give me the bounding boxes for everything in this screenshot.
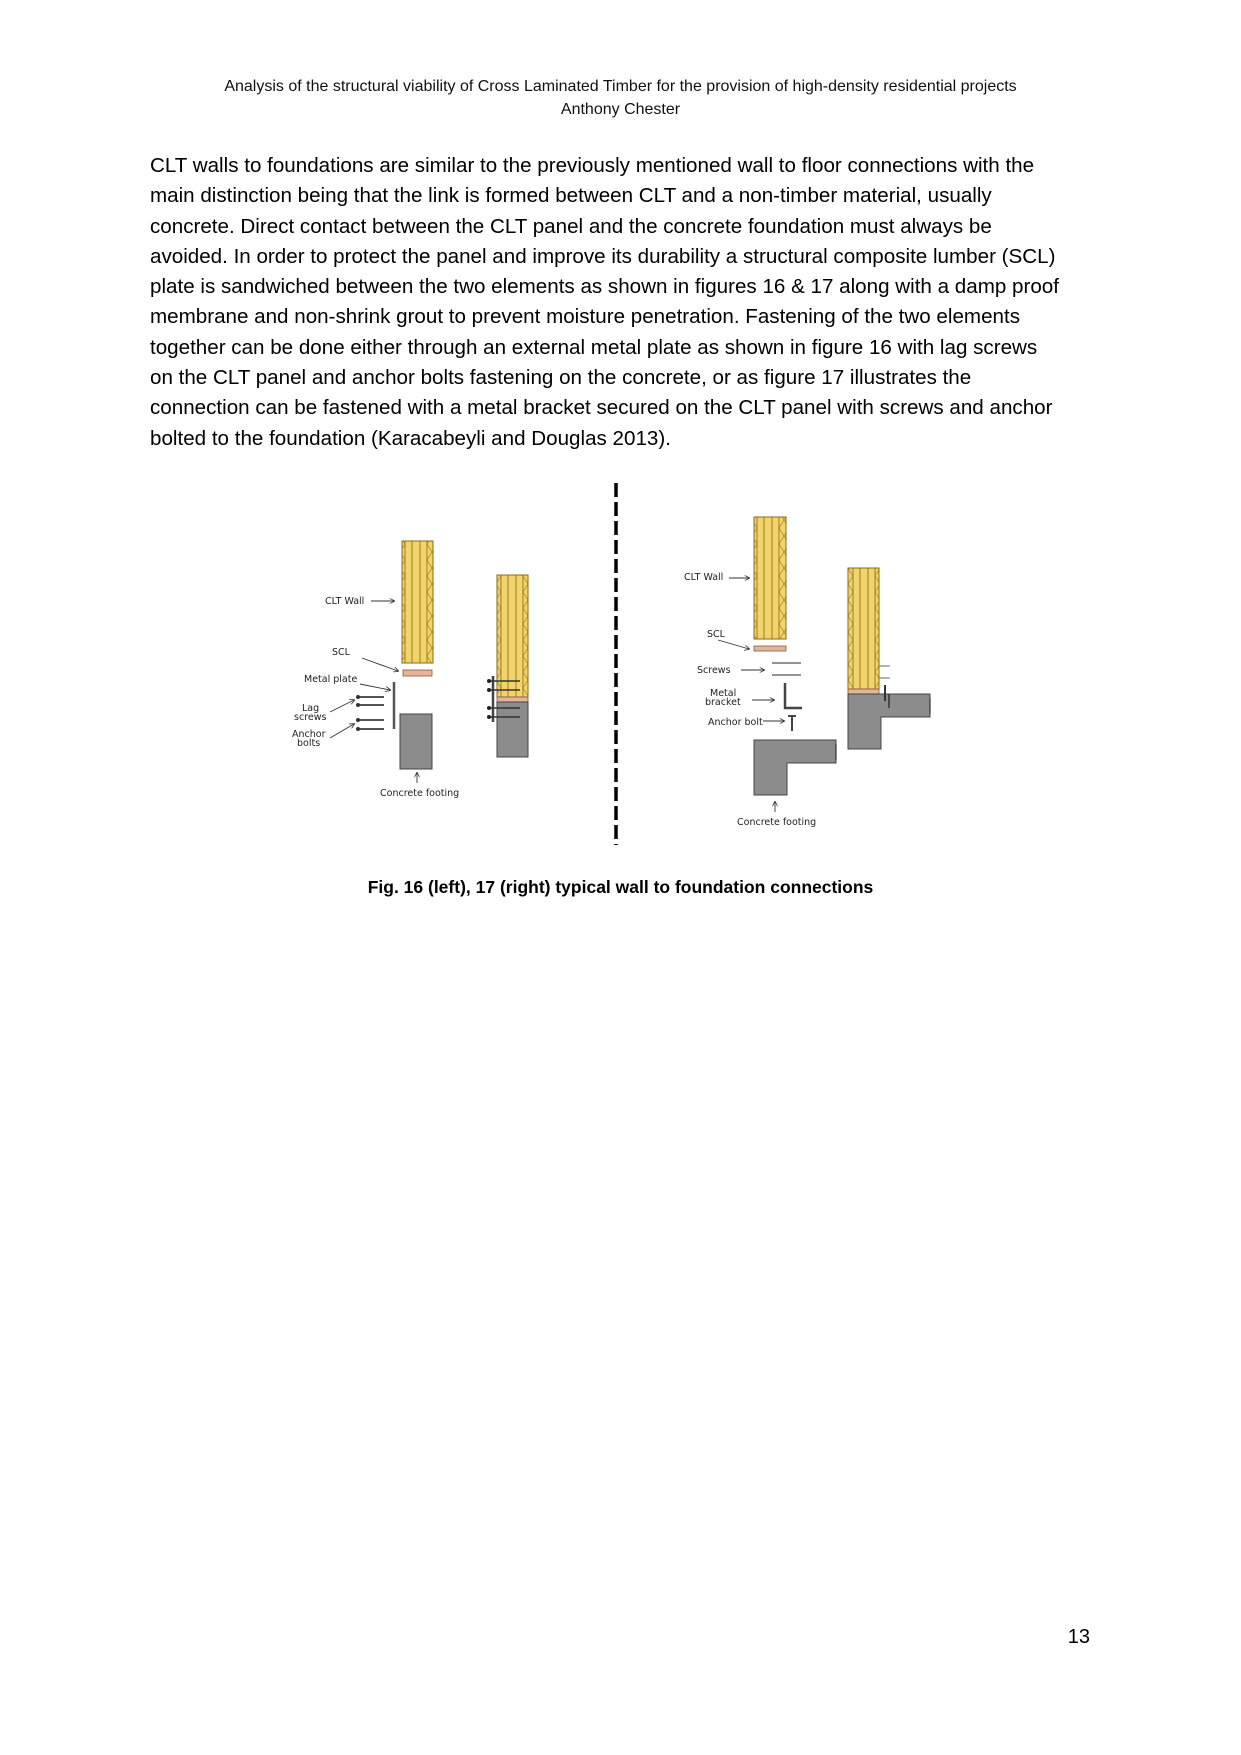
label-anchor-bolts-2: bolts bbox=[297, 738, 321, 749]
figure-17-exploded bbox=[684, 517, 836, 828]
label-anchor-bolt: Anchor bolt bbox=[708, 717, 763, 728]
body-line: on the CLT panel and anchor bolts fastening on the concrete, or as figure 17 illustrates the bbox=[150, 366, 972, 390]
header-author: Anthony Chester bbox=[560, 101, 681, 118]
scl-plate bbox=[754, 646, 786, 651]
concrete-footing bbox=[400, 714, 432, 769]
lag-screws bbox=[356, 695, 384, 707]
scl-plate bbox=[848, 689, 879, 694]
body-line: avoided. In order to protect the panel and improve its durability a structural composite lumber (SCL) bbox=[150, 244, 1056, 268]
concrete-footing bbox=[497, 702, 528, 757]
connection-diagram bbox=[0, 480, 1241, 860]
header-title: Analysis of the structural viability of Cross Laminated Timber for the provision of high-density residential projects bbox=[224, 78, 1017, 95]
running-header bbox=[0, 75, 1241, 121]
label-screws: Screws bbox=[697, 665, 731, 676]
label-concrete-footing: Concrete footing bbox=[380, 788, 460, 799]
clt-wall-panel bbox=[402, 541, 433, 663]
body-line: together can be done either through an external metal plate as shown in figure 16 with lag screws bbox=[150, 335, 1038, 359]
body-line: membrane and non-shrink grout to prevent moisture penetration. Fastening of the two elements bbox=[150, 305, 1020, 329]
label-scl: SCL bbox=[332, 647, 350, 658]
body-paragraph bbox=[150, 151, 1100, 454]
body-line: CLT walls to foundations are similar to the previously mentioned wall to floor connections with the bbox=[150, 154, 1035, 177]
figure-16-assembled bbox=[487, 575, 528, 757]
body-line: bolted to the foundation (Karacabeyli and Douglas 2013). bbox=[150, 426, 671, 450]
figure-caption: Fig. 16 (left), 17 (right) typical wall to foundation connections bbox=[367, 877, 874, 897]
clt-wall-panel bbox=[848, 568, 879, 689]
label-metal-plate: Metal plate bbox=[304, 674, 358, 685]
body-line: plate is sandwiched between the two elements as shown in figures 16 & 17 along with a damp proof bbox=[150, 275, 1059, 299]
label-clt-wall: CLT Wall bbox=[325, 596, 365, 607]
connection-figure bbox=[0, 480, 1241, 860]
clt-wall-panel bbox=[497, 575, 528, 697]
figure-16-exploded bbox=[292, 541, 459, 799]
label-lag-screws-1: Lag bbox=[302, 703, 320, 714]
label-concrete-footing: Concrete footing bbox=[737, 817, 817, 828]
screws bbox=[772, 663, 801, 675]
label-metal-bracket-1: Metal bbox=[710, 688, 737, 699]
body-line: concrete. Direct contact between the CLT panel and the concrete foundation must always be bbox=[150, 214, 992, 238]
scl-plate bbox=[403, 670, 432, 676]
body-line: connection can be fastened with a metal bracket secured on the CLT panel with screws and anchor bbox=[150, 396, 1053, 420]
page-number: 13 bbox=[1067, 1626, 1090, 1648]
label-metal-bracket-2: bracket bbox=[705, 697, 741, 708]
label-anchor-bolts-1: Anchor bbox=[292, 729, 326, 740]
clt-wall-panel bbox=[754, 517, 786, 639]
label-scl: SCL bbox=[707, 629, 725, 640]
label-lag-screws-2: screws bbox=[294, 712, 327, 723]
body-line: main distinction being that the link is formed between CLT and a non-timber material, usually bbox=[150, 184, 992, 208]
concrete-footing bbox=[754, 740, 836, 795]
metal-bracket bbox=[785, 683, 802, 708]
anchor-bolts bbox=[356, 718, 384, 731]
scl-plate bbox=[497, 697, 528, 702]
figure-17-assembled bbox=[848, 568, 930, 749]
label-clt-wall: CLT Wall bbox=[684, 572, 724, 583]
anchor-bolt bbox=[788, 716, 796, 731]
